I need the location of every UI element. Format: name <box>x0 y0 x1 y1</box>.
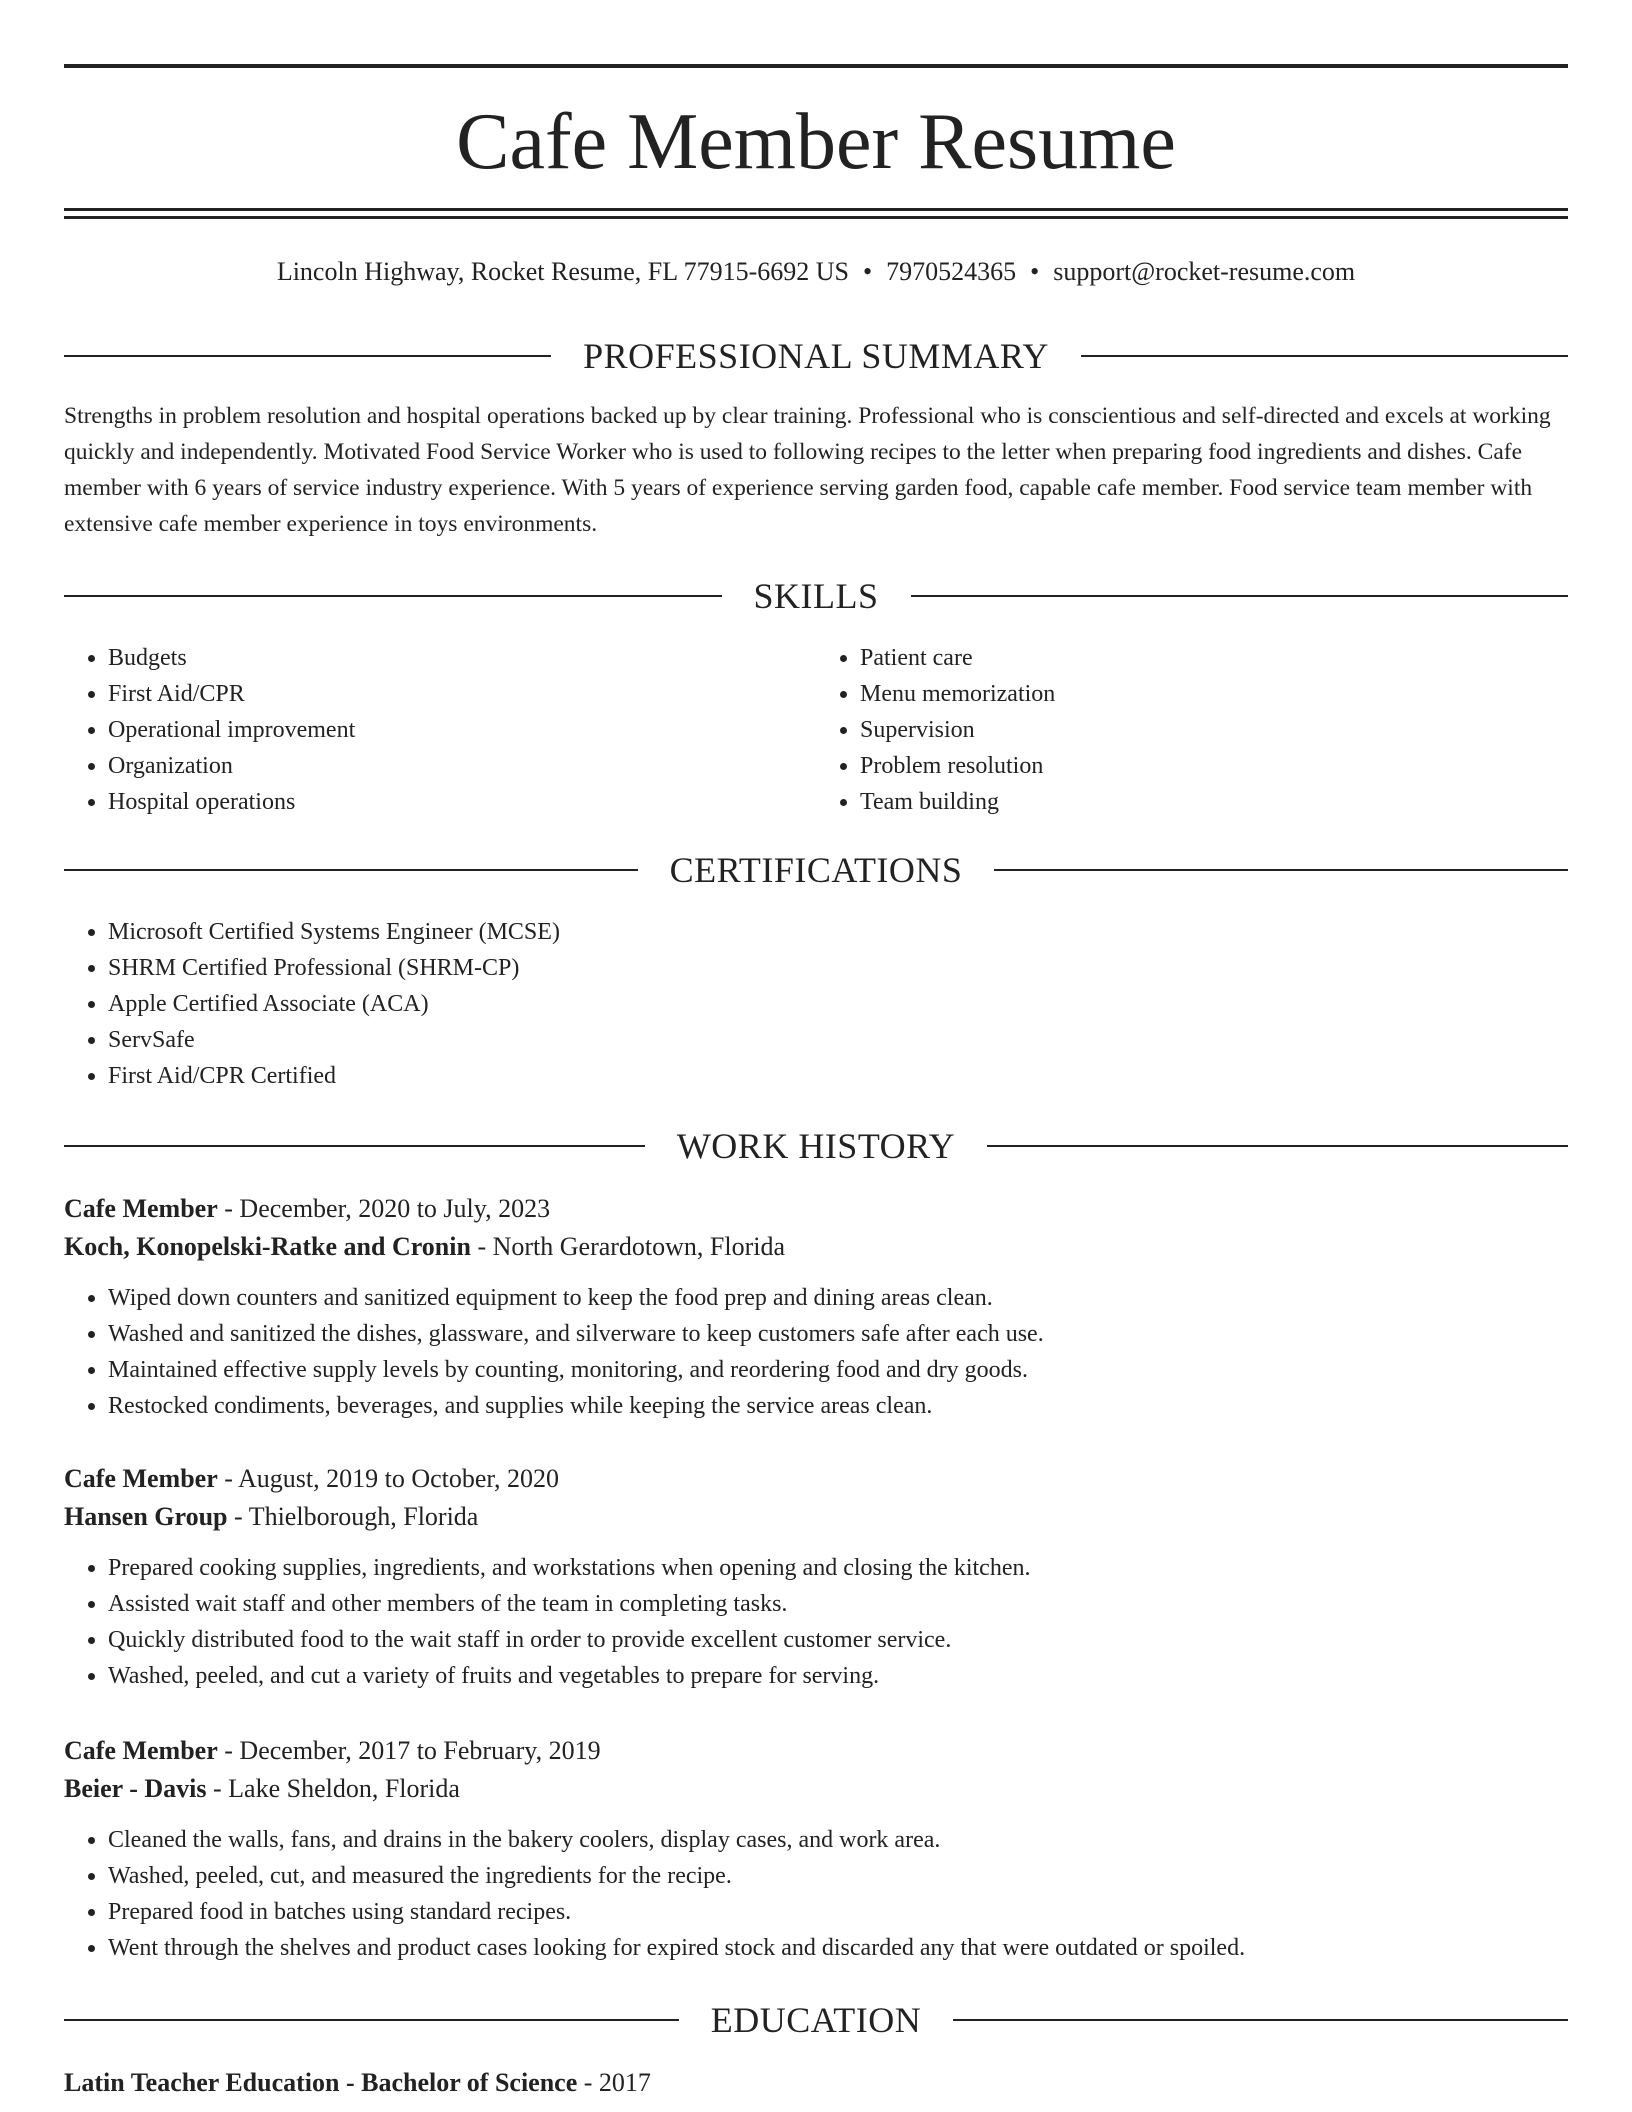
section-header-education <box>64 1998 1568 2042</box>
skill-item: • Team building <box>860 784 1568 820</box>
education-entry <box>64 2064 1568 2102</box>
section-title-summary: PROFESSIONAL SUMMARY <box>583 336 1049 376</box>
job-entry <box>64 1190 1568 1424</box>
duty-item: • Washed, peeled, and cut a variety of fruits and vegetables to prepare for serving. <box>108 1658 1568 1694</box>
section-rule <box>994 869 1568 871</box>
title-rule-lower <box>64 216 1568 219</box>
skill-item: • Organization <box>108 748 816 784</box>
section-title-certifications: CERTIFICATIONS <box>669 850 963 890</box>
contact-email: support@rocket-resume.com <box>1053 257 1356 286</box>
section-rule <box>953 2019 1568 2021</box>
contact-line <box>64 252 1568 292</box>
skill-item: • Budgets <box>108 640 816 676</box>
duty-item: • Assisted wait staff and other members of the team in completing tasks. <box>108 1586 1568 1622</box>
skill-item: • Supervision <box>860 712 1568 748</box>
job-title-line <box>64 1190 1568 1228</box>
section-header-certifications <box>64 848 1568 892</box>
job-duties <box>64 1280 1568 1424</box>
job-title-line <box>64 1732 1568 1770</box>
job-company-line <box>64 1228 1568 1266</box>
duty-item: • Prepared cooking supplies, ingredients, and workstations when opening and closing the kitchen. <box>108 1550 1568 1586</box>
job-title-line <box>64 1460 1568 1498</box>
section-header-work <box>64 1124 1568 1168</box>
contact-address: Lincoln Highway, Rocket Resume, FL 77915-6692 US <box>276 257 850 286</box>
job-dates: - December, 2017 to February, 2019 <box>217 1736 601 1765</box>
section-header-skills <box>64 574 1568 618</box>
job-title: Cafe Member <box>64 1736 218 1765</box>
skill-item: • Hospital operations <box>108 784 816 820</box>
skill-item: • First Aid/CPR <box>108 676 816 712</box>
duty-item: • Maintained effective supply levels by counting, monitoring, and reordering food and dry goods. <box>108 1352 1568 1388</box>
skills-column-left <box>64 640 816 820</box>
skills-column-right <box>816 640 1568 820</box>
job-company: Koch, Konopelski-Ratke and Cronin <box>64 1232 471 1261</box>
section-rule <box>987 1145 1568 1147</box>
contact-separator: • <box>1030 257 1040 286</box>
section-rule <box>64 2019 679 2021</box>
section-rule <box>64 869 638 871</box>
job-company: Hansen Group <box>64 1502 228 1531</box>
top-rule <box>64 64 1568 68</box>
skills-list <box>64 640 1568 820</box>
resume-title: Cafe Member Resume <box>456 98 1176 186</box>
duty-item: • Washed and sanitized the dishes, glassware, and silverware to keep customers safe after each use. <box>108 1316 1568 1352</box>
contact-phone: 7970524365 <box>886 257 1017 286</box>
job-location: - Thielborough, Florida <box>227 1502 479 1531</box>
skill-item: • Menu memorization <box>860 676 1568 712</box>
duty-item: • Prepared food in batches using standard recipes. <box>108 1894 1568 1930</box>
job-duties <box>64 1550 1568 1694</box>
certifications-list <box>64 914 1568 1094</box>
job-entry <box>64 1732 1568 1966</box>
section-rule <box>911 595 1569 597</box>
duty-item: • Quickly distributed food to the wait staff in order to provide excellent customer service. <box>108 1622 1568 1658</box>
skill-item: • Patient care <box>860 640 1568 676</box>
section-title-education: EDUCATION <box>710 2000 922 2040</box>
section-rule <box>64 355 551 357</box>
job-company-line <box>64 1770 1568 1808</box>
job-location: - North Gerardotown, Florida <box>470 1232 786 1261</box>
summary-text: Strengths in problem resolution and hospital operations backed up by clear training. Professional who is conscientious and self-directed and excels at working quickly and independently. Motivated Food Service Worker who is used to following recipes to the letter when preparing food ingredients and dishes. Cafe member with 6 years of service industry experience. With 5 years of experience serving garden food, capable cafe member. Food service team member with extensive cafe member experience in toys environments. <box>64 403 1551 537</box>
duty-item: • Cleaned the walls, fans, and drains in the bakery coolers, display cases, and work area. <box>108 1822 1568 1858</box>
skill-item: • Operational improvement <box>108 712 816 748</box>
certification-item: • ServSafe <box>108 1022 1568 1058</box>
section-rule <box>64 595 722 597</box>
certification-item: • Microsoft Certified Systems Engineer (MCSE) <box>108 914 1568 950</box>
job-company-line <box>64 1498 1568 1536</box>
certification-item: • SHRM Certified Professional (SHRM-CP) <box>108 950 1568 986</box>
skill-item: • Problem resolution <box>860 748 1568 784</box>
job-entry <box>64 1460 1568 1694</box>
duty-item: • Washed, peeled, cut, and measured the ingredients for the recipe. <box>108 1858 1568 1894</box>
job-title: Cafe Member <box>64 1464 218 1493</box>
job-title: Cafe Member <box>64 1194 218 1223</box>
section-title-skills: SKILLS <box>753 576 879 616</box>
section-rule <box>64 1145 645 1147</box>
title-rule-upper <box>64 208 1568 211</box>
section-title-work: WORK HISTORY <box>676 1126 956 1166</box>
section-rule <box>1081 355 1568 357</box>
duty-item: • Went through the shelves and product cases looking for expired stock and discarded any that were outdated or spoiled. <box>108 1930 1568 1966</box>
job-dates: - December, 2020 to July, 2023 <box>217 1194 551 1223</box>
certification-item: • Apple Certified Associate (ACA) <box>108 986 1568 1022</box>
education-degree: Latin Teacher Education - Bachelor of Science <box>64 2068 578 2097</box>
job-location: - Lake Sheldon, Florida <box>206 1774 460 1803</box>
section-header-summary <box>64 334 1568 378</box>
education-year: - 2017 <box>577 2068 651 2097</box>
job-dates: - August, 2019 to October, 2020 <box>217 1464 560 1493</box>
job-duties <box>64 1822 1568 1966</box>
duty-item: • Restocked condiments, beverages, and supplies while keeping the service areas clean. <box>108 1388 1568 1424</box>
contact-separator: • <box>863 257 873 286</box>
duty-item: • Wiped down counters and sanitized equipment to keep the food prep and dining areas clean. <box>108 1280 1568 1316</box>
job-company: Beier - Davis <box>64 1774 207 1803</box>
certification-item: • First Aid/CPR Certified <box>108 1058 1568 1094</box>
